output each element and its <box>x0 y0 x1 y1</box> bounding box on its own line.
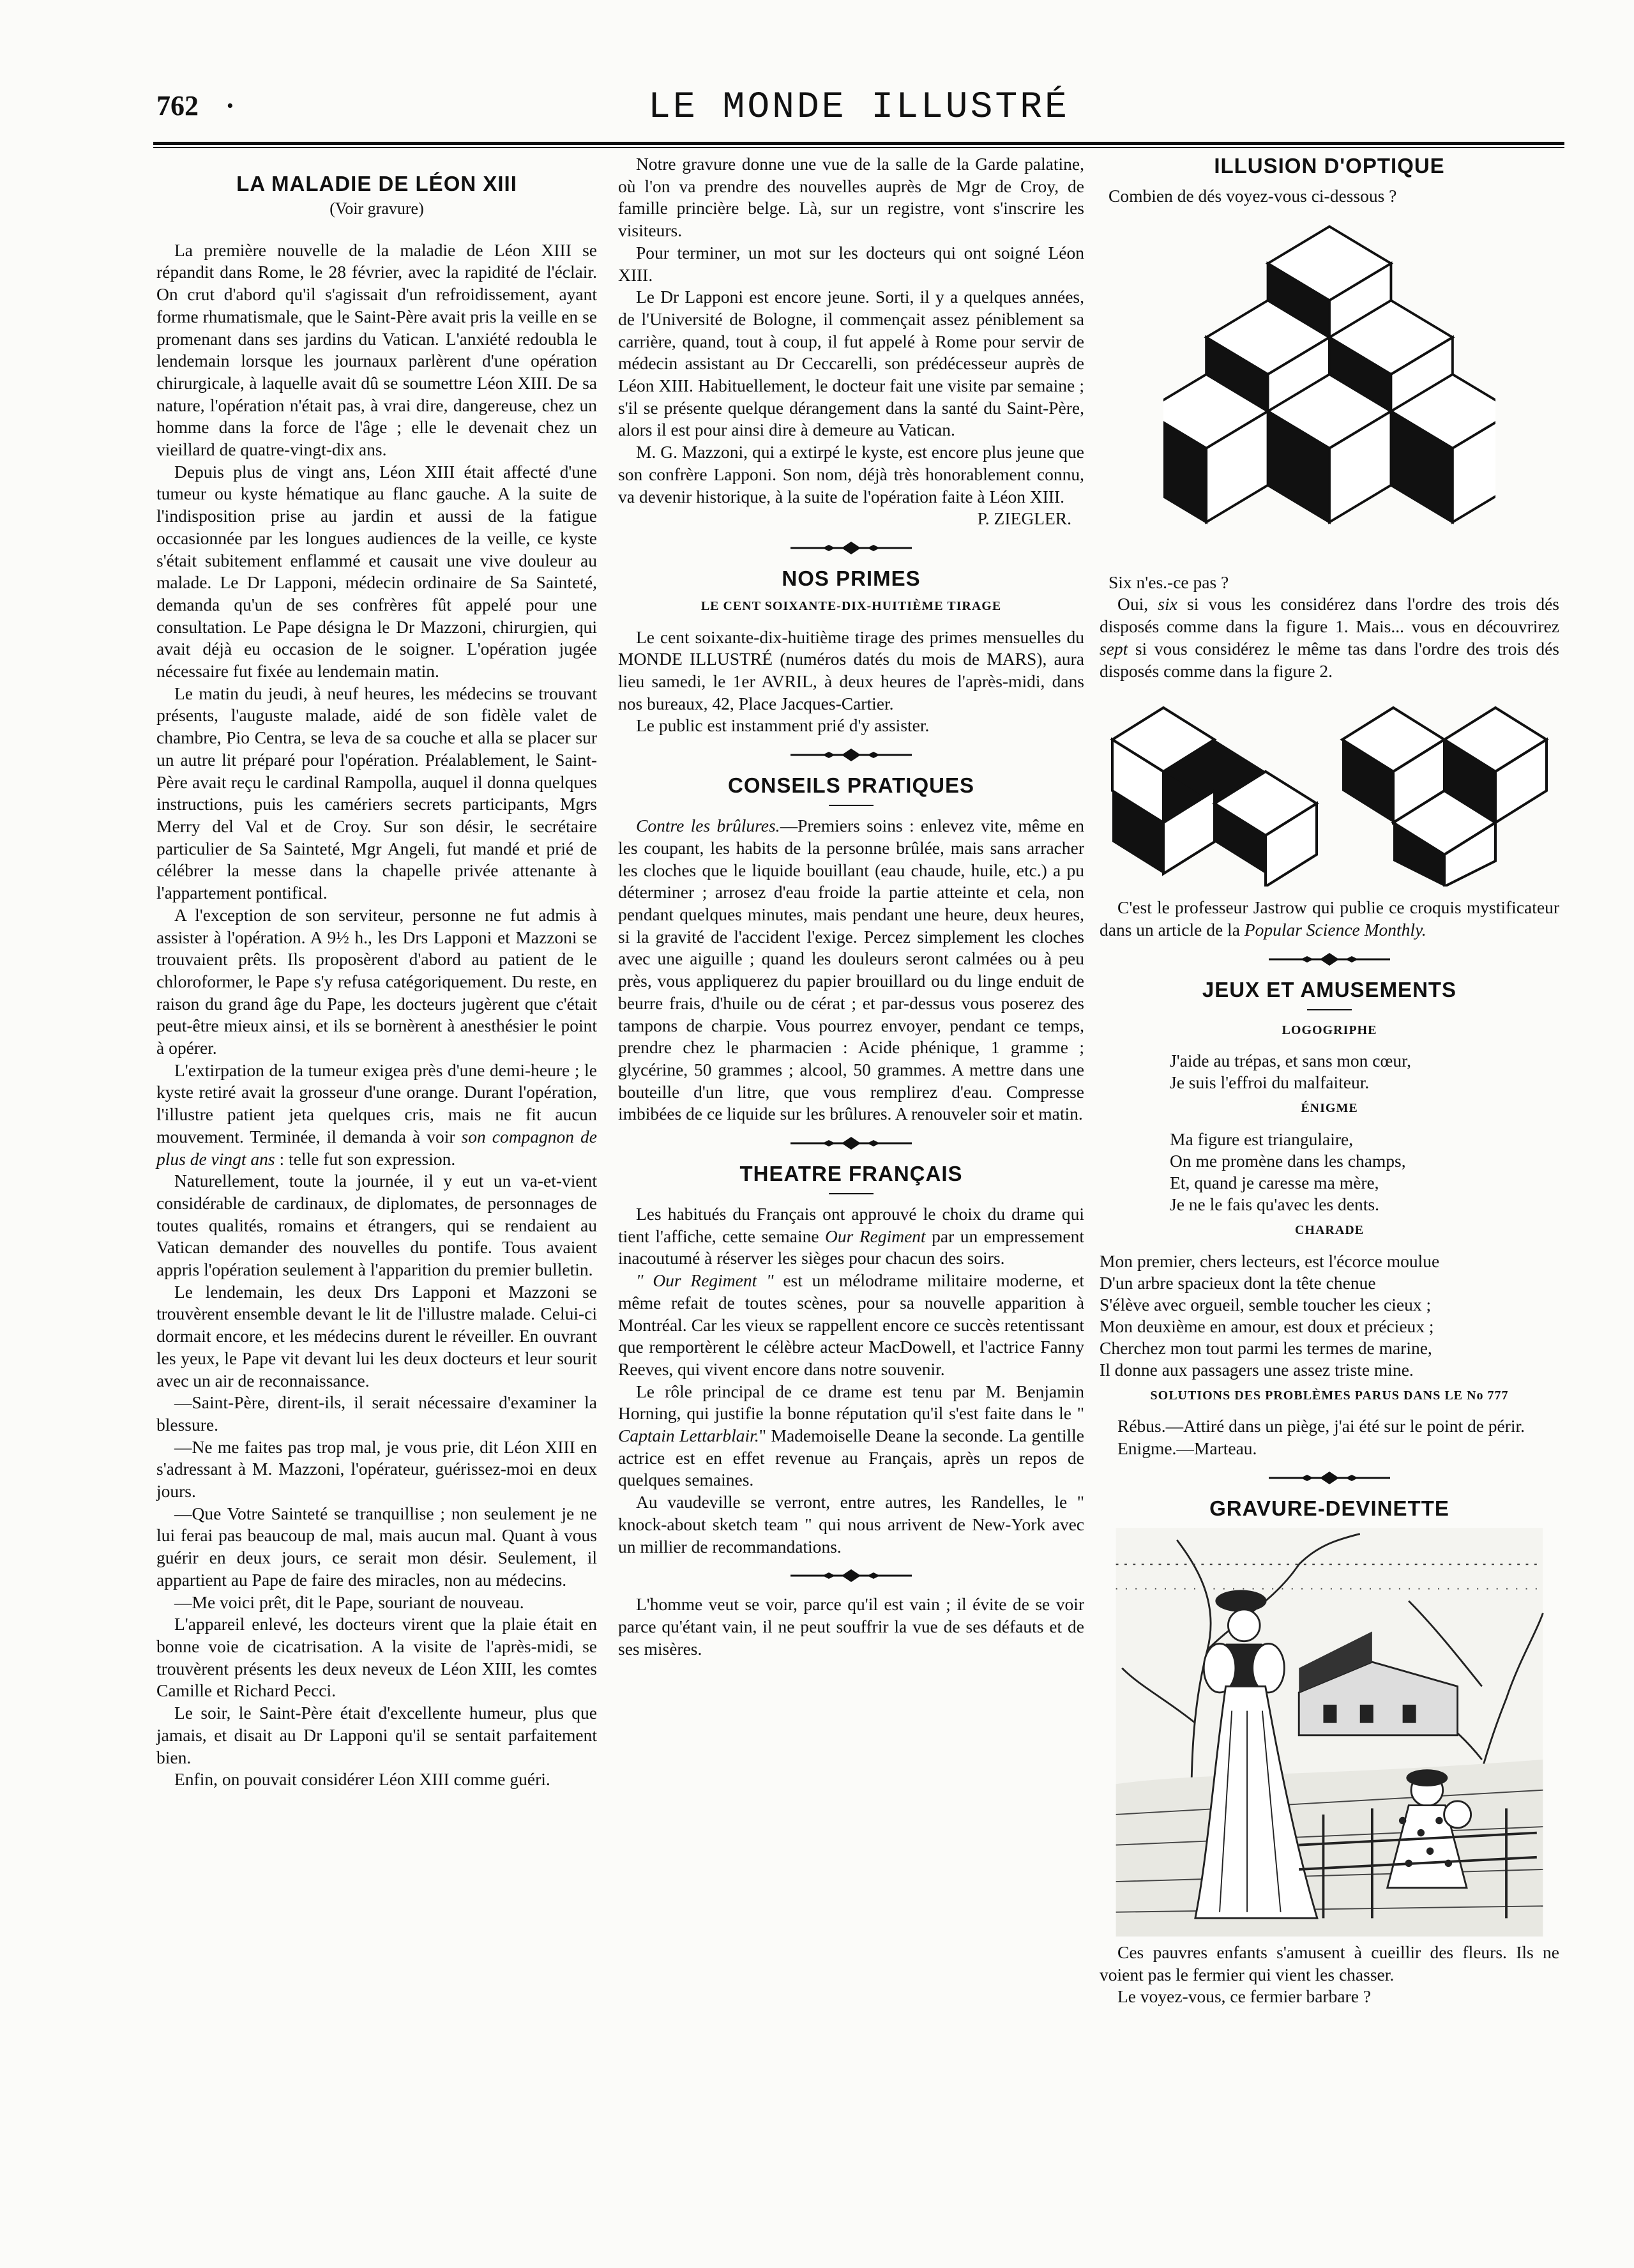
paragraph: Naturellement, toute la journée, il y eut un va-et-vient considérable de cardinaux, de diplomates, de personnages de toutes qualités, romains et étrangers, qui se rendaient au Vatican demander des nouvelles du pontife. Tous avaient appris l'opération seulement à l'apparition du premier bulletin. <box>156 1171 597 1280</box>
theatre-heading: THEATRE FRANÇAIS <box>739 1162 963 1186</box>
header-dot: · <box>225 90 235 121</box>
article-heading-maladie: LA MALADIE DE LÉON XIII <box>236 172 517 195</box>
paragraph: Contre les brûlures.—Premiers soins : enlevez vite, même en les coupant, les habits de la personne brûlée, mais sans arracher les cloches que le liquide bouillant (eau chaude, huile, etc.) a pu déterminer ; arrosez d'eau froide la partie atteinte et cela, non pendant quelques minutes, mais pendant une heure, deux heures, si la gravité de l'accident l'exige. Percez simplement les cloches avec une aiguille ; quand les douleurs seront calmées ou à peu près, vous appliquerez du papier brouillard ou du linge enduit de beurre frais, d'huile ou de cérat ; et par-dessus vous poserez des tampons de charpie. Vous pourrez envoyer, pendant ce temps, prendre chez le pharmacien : Acide phénique, 1 gramme ; glycérine, 50 grammes ; alcool, 50 grammes. A mettre dans une bouteille d'un litre, que vous remplirez d'eau. Compresse imbibées de ce liquide sur les brûlures. A renouveler soir et matin. <box>618 816 1084 1124</box>
paragraph: " Our Regiment " est un mélodrame militaire moderne, et même refait de toutes scènes, pour sa nouvelle apparition à Montréal. Car les vieux se rappellent encore ce succès retentissant que remportèrent le célèbre acteur MacDowell, et l'actrice Fanny Reeves, qui vivent encore dans notre souvenir. <box>618 1270 1084 1379</box>
paragraph: Ces pauvres enfants s'amusent à cueillir des fleurs. Ils ne voient pas le fermier qui vient les chasser. <box>1100 1942 1559 1984</box>
nos-primes-subheading: LE CENT SOIXANTE-DIX-HUITIÈME TIRAGE <box>700 598 1002 613</box>
paragraph: Au vaudeville se verront, entre autres, les Randelles, le " knock-about sketch team " qui nous arrivent de New-York avec un millier de recommandations. <box>618 1492 1084 1556</box>
section-ornament <box>1269 1470 1390 1486</box>
nos-primes-heading: NOS PRIMES <box>782 566 921 590</box>
heading-rule <box>1307 1009 1352 1010</box>
paragraph: Le Dr Lapponi est encore jeune. Sorti, il y a quelques années, de l'Université de Bologne, il commençait assez péniblement sa carrière, quand, tout à coup, il fut appelé à Rome pour servir de médecin assistant au Dr Ceccarelli, son prédécesseur auprès de Léon XIII. Habituellement, le docteur fait une visite par semaine ; s'il se présente quelque dérangement dans la santé du Saint-Père, alors il est pour ainsi dire à demeure au Vatican. <box>618 287 1084 440</box>
jeux-heading: JEUX ET AMUSEMENTS <box>1202 977 1457 1001</box>
paragraph: M. G. Mazzoni, qui a extirpé le kyste, est encore plus jeune que son confrère Lapponi. Son nom, déjà très honorablement connu, va devenir historique, à la suite de l'opération faite à Léon XIII. <box>618 442 1084 506</box>
page-header <box>156 89 1561 134</box>
column-2 <box>618 153 1084 1660</box>
paragraph: Le lendemain, les deux Drs Lapponi et Mazzoni se trouvèrent ensemble devant le lit de l'illustre malade. Celui-ci dormait encore, et les médecins durent le réveiller. En ouvrant les yeux, le Pape vit devant lui les deux docteurs et leur sourit avec un air de reconnaissance. <box>156 1281 597 1390</box>
paragraph: Le rôle principal de ce drame est tenu par M. Benjamin Horning, qui justifie la bonne réputation qu'il s'est faite dans le " Captain Lettarblair." Mademoiselle Deane la seconde. La gentille actrice est en effet revenue au Français, après un repos de quelques semaines. <box>618 1381 1084 1490</box>
paragraph: —Ne me faites pas trop mal, je vous prie, dit Léon XIII en s'adressant à M. Mazzoni, l'opérateur, guérissez-moi en deux jours. <box>156 1436 597 1502</box>
column-1 <box>156 171 597 1791</box>
section-ornament <box>791 747 912 763</box>
paragraph: Oui, six si vous les considérez dans l'ordre des trois dés disposés comme dans la figure 1. Mais... vous en découvrirez sept si vous considérez le même tas dans l'ordre des trois dés disposés comme dans la figure 2. <box>1100 594 1560 681</box>
article-subheading: (Voir gravure) <box>329 199 424 218</box>
heading-rule <box>829 1193 874 1194</box>
section-ornament <box>791 1136 912 1151</box>
puzzle-engraving-image <box>1106 1528 1553 1937</box>
section-ornament <box>1269 952 1390 967</box>
paragraph: L'appareil enlevé, les docteurs virent que la plaie était en bonne voie de cicatrisation. A la visite de l'après-midi, se trouvèrent présents les deux neveux de Léon XIII, les comtes Camille et Richard Pecci. <box>156 1614 597 1701</box>
paragraph: Le soir, le Saint-Père était d'excellente humeur, plus que jamais, et disait au Dr Lapponi qu'il se sentait parfaitement bien. <box>156 1703 597 1767</box>
paragraph: —Me voici prêt, dit le Pape, souriant de nouveau. <box>174 1592 524 1612</box>
illusion-heading: ILLUSION D'OPTIQUE <box>1214 154 1445 178</box>
paragraph: —Que Votre Sainteté se tranquillise ; non seulement je ne lui ferai pas beaucoup de mal, mais aucun mal. Quant à vous guérir en deux jours, ce serait mon désir. Seulement, il appartient au Pape de faire des miracles, non au médecins. <box>156 1503 597 1590</box>
conseils-heading: CONSEILS PRATIQUES <box>728 773 974 798</box>
paragraph: Le public est instamment prié d'y assister. <box>636 715 930 736</box>
enigme-label: ÉNIGME <box>1301 1101 1358 1116</box>
paragraph: Le cent soixante-dix-huitième tirage des primes mensuelles du MONDE ILLUSTRÉ (numéros datés du mois de MARS), aura lieu samedi, le 1er AVRIL, à deux heures de l'après-midi, dans nos bureaux, 42, Place Jacques-Cartier. <box>618 627 1084 713</box>
paragraph: La première nouvelle de la maladie de Léon XIII se répandit dans Rome, le 28 février, avec la rapidité de l'éclair. On crut d'abord qu'il s'agissait d'un refroidissement, ayant forme rhumatismale, que le Saint-Père avait pris la veille en se promenant dans ses jardins du Vatican. L'anxiété redoubla le lendemain lorsque les journaux parlèrent d'une opération chirurgicale, à laquelle avait dû se soumettre Léon XIII. De sa nature, l'opération n'était pas, à vrai dire, dangereuse, chez un homme dans la force de l'âge ; elle le devenait chez un vieillard de quatre-vingt-dix ans. <box>156 240 597 460</box>
paragraph: Enigme.—Marteau. <box>1117 1438 1257 1459</box>
signature: P. ZIEGLER. <box>977 508 1071 529</box>
paragraph: Combien de dés voyez-vous ci-dessous ? <box>1108 186 1397 206</box>
gravure-heading: GRAVURE-DEVINETTE <box>1209 1496 1449 1520</box>
charade-verse: Mon premier, chers lecteurs, est l'écorce moulue D'un arbre spacieux dont la tête chenue S'élève avec orgueil, semble toucher les cieux ; Mon deuxième en amour, est doux et précieux ; Cherchez mon tout parmi les termes de marine, Il donne aux passagers une assez triste mine. <box>1100 1251 1440 1380</box>
masthead-title: LE MONDE ILLUSTRÉ <box>648 87 1070 128</box>
paragraph: C'est le professeur Jastrow qui publie ce croquis mystificateur dans un article de la Popular Science Monthly. <box>1100 897 1559 940</box>
paragraph: Pour terminer, un mot sur les docteurs qui ont soigné Léon XIII. <box>618 242 1084 285</box>
paragraph: Depuis plus de vingt ans, Léon XIII était affecté d'une tumeur ou kyste hématique au flanc gauche. A la suite de l'indisposition prise au jardin et aussi de la fatigue occasionnée par les longues audiences de la veille, ce kyste s'était subitement enflammé et causait une vive douleur au malade. Le Dr Lapponi, médecin ordinaire de Sa Sainteté, demanda qu'un de ses confrères fût appelé pour une consultation. Le Pape désigna le Dr Mazzoni, chirurgien, qui avait déjà eu occasion de le soigner. L'opération jugée nécessaire fut fixée au lendemain matin. <box>156 461 597 681</box>
logogriphe-verse: J'aide au trépas, et sans mon cœur, Je suis l'effroi du malfaiteur. <box>1170 1051 1412 1093</box>
enigme-verse: Ma figure est triangulaire, On me promène dans les champs, Et, quand je caresse ma mère, Je ne le fais qu'avec les dents. <box>1170 1129 1406 1215</box>
paragraph: L'extirpation de la tumeur exigea près d'une demi-heure ; le kyste retiré avait la grosseur d'une orange. Durant l'opération, l'illustre patient jeta quelques cris, mais ne fit aucun mouvement. Terminée, il demanda à voir son compagnon de plus de vingt ans : telle fut son expression. <box>156 1060 598 1169</box>
paragraph: Enfin, on pouvait considérer Léon XIII comme guéri. <box>174 1769 550 1790</box>
paragraph: —Saint-Père, dirent-ils, il serait nécessaire d'examiner la blessure. <box>156 1392 597 1435</box>
paragraph: Les habitués du Français ont approuvé le choix du drame qui tient l'affiche, cette semaine Our Regiment par un empressement inacoutumé à réserver les sièges pour chacun des soirs. <box>618 1204 1085 1268</box>
header-rule-top <box>153 142 1564 145</box>
solutions-label: SOLUTIONS DES PROBLÈMES PARUS DANS LE No 777 <box>1150 1388 1509 1403</box>
paragraph: Notre gravure donne une vue de la salle de la Garde palatine, où l'on va prendre des nouvelles auprès de Mgr de Croy, de famille princière belge. Là, sur un registre, vont s'inscrire les visiteurs. <box>618 154 1084 241</box>
section-ornament <box>791 1568 912 1583</box>
optical-illusion-figure-1 <box>1163 220 1495 565</box>
header-rule-bottom <box>153 147 1564 148</box>
optical-illusion-figure-2 <box>1100 695 1559 887</box>
paragraph-maxim: L'homme veut se voir, parce qu'il est vain ; il évite de se voir parce qu'étant vain, il ne peut souffrir la vue de ses défauts et de ses misères. <box>618 1594 1084 1659</box>
section-ornament <box>791 540 912 556</box>
logogriphe-label: LOGOGRIPHE <box>1282 1023 1377 1037</box>
paragraph: A l'exception de son serviteur, personne ne fut admis à assister à l'opération. A 9½ h., les Drs Lapponi et Mazzoni se trouvaient prêts. Ils proposèrent d'abord au patient de le chloroformer, le Pape s'y refusa catégoriquement. Du reste, en raison du grand âge du Pape, les docteurs jugèrent que c'était peut-être mieux ainsi, et ils se bornèrent à anesthésier le point à opérer. <box>156 904 597 1058</box>
column-3 <box>1100 153 1559 2008</box>
paragraph: Rébus.—Attiré dans un piège, j'ai été sur le point de périr. <box>1117 1416 1525 1436</box>
paragraph: Le matin du jeudi, à neuf heures, les médecins se trouvant présents, l'auguste malade, aidé de son fidèle valet de chambre, Pio Centra, se leva de sa couche et alla se placer sur un autre lit préparé pour l'opération. Préalablement, le Saint-Père avait reçu le cardinal Rampolla, auquel il donna quelques instructions, puis les camériers secrets participants, Mgrs Merry del Val et de Croy. Sur son désir, le secrétaire particulier de Sa Sainteté, Mgr Angeli, fut mandé et prié de célébrer la messe dans la chapelle privée attenante à l'appartement pontifical. <box>156 683 597 903</box>
paragraph: Six n'es.-ce pas ? <box>1108 572 1229 592</box>
paragraph: Le voyez-vous, ce fermier barbare ? <box>1117 1986 1371 2007</box>
page-number: 762 <box>156 90 199 121</box>
charade-label: CHARADE <box>1294 1223 1365 1238</box>
heading-rule <box>829 805 874 806</box>
